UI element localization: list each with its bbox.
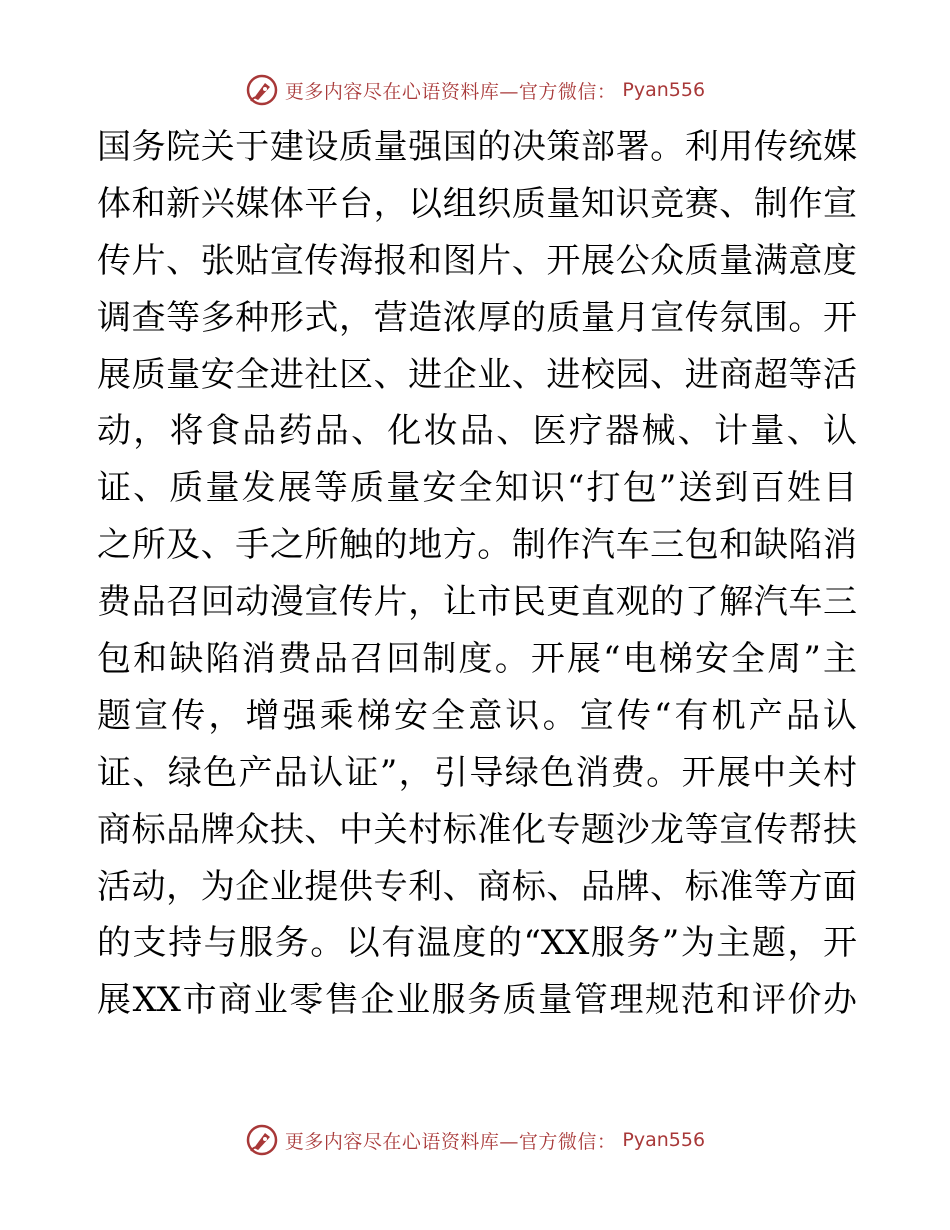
- banner-wechat-id: Pyan556: [622, 79, 706, 101]
- text-line: 体和新兴媒体平台，以组织质量知识竞赛、制作宣: [97, 183, 857, 224]
- text-line: 题宣传，增强乘梯安全意识。宣传“有机产品认: [97, 695, 857, 736]
- text-line: 动，将食品药品、化妆品、医疗器械、计量、认: [97, 411, 857, 452]
- text-line: 证、质量发展等质量安全知识“打包”送到百姓目: [97, 468, 857, 509]
- text-line: 费品召回动漫宣传片，让市民更直观的了解汽车三: [97, 582, 857, 623]
- text-line: 的支持与服务。以有温度的“XX服务”为主题，开: [97, 923, 857, 964]
- text-line: 展XX市商业零售企业服务质量管理规范和评价办: [97, 980, 857, 1021]
- text-line: 包和缺陷消费品召回制度。开展“电梯安全周”主: [97, 639, 857, 680]
- pen-nib-circle-icon: [245, 73, 279, 107]
- banner-text: 更多内容尽在心语资料库—官方微信：: [284, 1130, 617, 1153]
- banner-wechat-id: Pyan556: [622, 1129, 706, 1151]
- document-body: [97, 119, 857, 1029]
- text-line: 证、绿色产品认证”，引导绿色消费。开展中关村: [97, 752, 857, 793]
- text-line: 商标品牌众扶、中关村标准化专题沙龙等宣传帮扶: [97, 809, 857, 850]
- text-line: 传片、张贴宣传海报和图片、开展公众质量满意度: [97, 240, 857, 281]
- footer-banner: [0, 1120, 950, 1160]
- text-line: 调查等多种形式，营造浓厚的质量月宣传氛围。开: [97, 297, 857, 338]
- text-line: 活动，为企业提供专利、商标、品牌、标准等方面: [97, 866, 857, 907]
- banner-text: 更多内容尽在心语资料库—官方微信：: [284, 80, 617, 103]
- text-line: 展质量安全进社区、进企业、进校园、进商超等活: [97, 354, 857, 395]
- text-line: 国务院关于建设质量强国的决策部署。利用传统媒: [97, 127, 857, 167]
- text-line: 之所及、手之所触的地方。制作汽车三包和缺陷消: [97, 525, 857, 566]
- header-banner: [0, 70, 950, 110]
- pen-nib-circle-icon: [245, 1123, 279, 1157]
